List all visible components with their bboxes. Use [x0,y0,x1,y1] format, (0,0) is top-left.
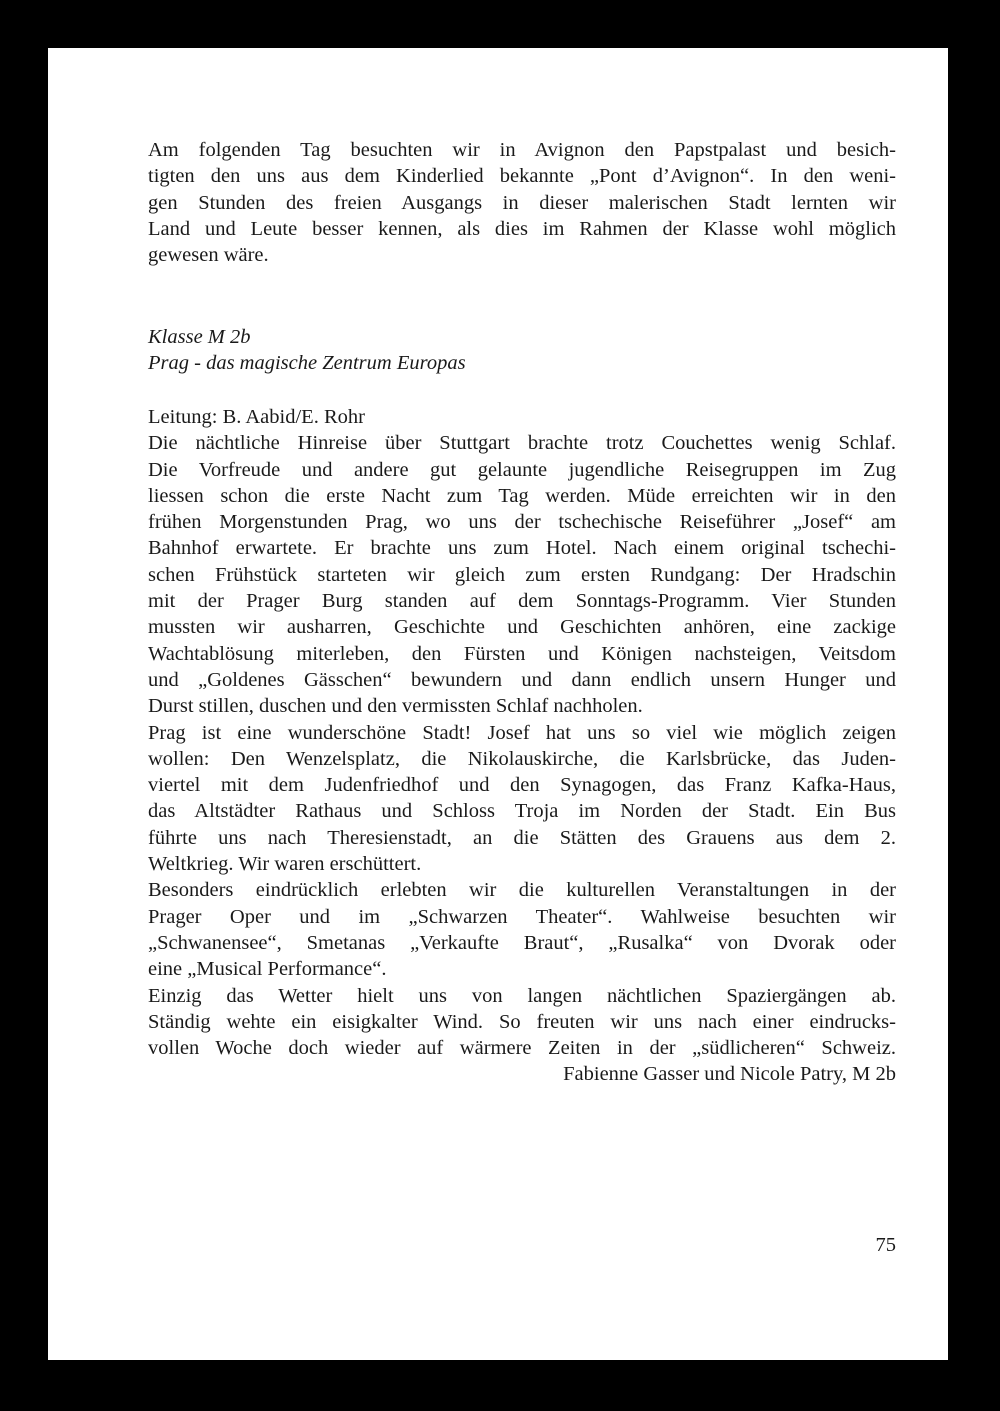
text-line: Besonders eindrücklich erlebten wir die kulturellen Veranstaltungen in der [148,879,896,902]
text-line: mit der Prager Burg standen auf dem Sonntags-Programm. Vier Stunden [148,590,896,613]
text-line: vollen Woche doch wieder auf wärmere Zeiten in der „südlicheren“ Schweiz. [148,1037,896,1060]
text-line: Einzig das Wetter hielt uns von langen nächtlichen Spaziergängen ab. [148,984,896,1007]
text-line: eine „Musical Performance“. [148,958,387,981]
text-line: tigten den uns aus dem Kinderlied bekannte „Pont d’Avignon“. In den weni- [148,165,896,188]
intro-paragraph [148,137,896,268]
leitung-line: Leitung: B. Aabid/E. Rohr [148,406,365,428]
class-label: Klasse M 2b [148,326,251,348]
report-body [148,404,896,1088]
text-line: „Schwanensee“, Smetanas „Verkaufte Braut“, „Rusalka“ von Dvorak oder [148,931,896,954]
text-line: Weltkrieg. Wir waren erschüttert. [148,853,422,876]
text-line: Prager Oper und im „Schwarzen Theater“. Wahlweise besuchten wir [148,905,896,928]
text-line: Durst stillen, duschen und den vermissten Schlaf nachholen. [148,695,643,718]
section-heading [148,324,896,377]
text-line: Land und Leute besser kennen, als dies im Rahmen der Klasse wohl möglich [148,217,896,240]
text-line: Die nächtliche Hinreise über Stuttgart brachte trotz Couchettes wenig Schlaf. [148,432,896,455]
text-line: Prag ist eine wunderschöne Stadt! Josef hat uns so viel wie möglich zeigen [148,721,896,744]
text-line: frühen Morgenstunden Prag, wo uns der tschechische Reiseführer „Josef“ am [148,511,896,534]
text-line: Wachtablösung miterleben, den Fürsten und Königen nachsteigen, Veitsdom [148,642,896,665]
page-number: 75 [875,1234,896,1256]
document-page [48,48,948,1360]
text-line: viertel mit dem Judenfriedhof und den Synagogen, das Franz Kafka-Haus, [148,774,896,797]
text-line: Am folgenden Tag besuchten wir in Avignon den Papstpalast und besich- [148,139,896,161]
text-line: und „Goldenes Gässchen“ bewundern und dann endlich unsern Hunger und [148,668,896,691]
text-line: Die Vorfreude und andere gut gelaunte jugendliche Reisegruppen im Zug [148,458,896,481]
text-line: Bahnhof erwartete. Er brachte uns zum Hotel. Nach einem original tschechi- [148,537,896,560]
text-line: liessen schon die erste Nacht zum Tag werden. Müde erreichten wir in den [148,484,896,507]
text-line: Ständig wehte ein eisigkalter Wind. So freuten wir uns nach einer eindrucks- [148,1010,896,1033]
text-line: gen Stunden des freien Ausgangs in dieser malerischen Stadt lernten wir [148,191,896,214]
text-line: das Altstädter Rathaus und Schloss Troja im Norden der Stadt. Ein Bus [148,800,896,823]
author-signature: Fabienne Gasser und Nicole Patry, M 2b [563,1063,896,1086]
text-line: schen Frühstück starteten wir gleich zum ersten Rundgang: Der Hradschin [148,563,896,586]
text-line: mussten wir ausharren, Geschichte und Geschichten anhören, eine zackige [148,616,896,639]
text-line: gewesen wäre. [148,244,269,267]
text-line: wollen: Den Wenzelsplatz, die Nikolauskirche, die Karlsbrücke, das Juden- [148,747,896,770]
section-title: Prag - das magische Zentrum Europas [148,352,466,375]
text-line: führte uns nach Theresienstadt, an die Stätten des Grauens aus dem 2. [148,826,896,849]
